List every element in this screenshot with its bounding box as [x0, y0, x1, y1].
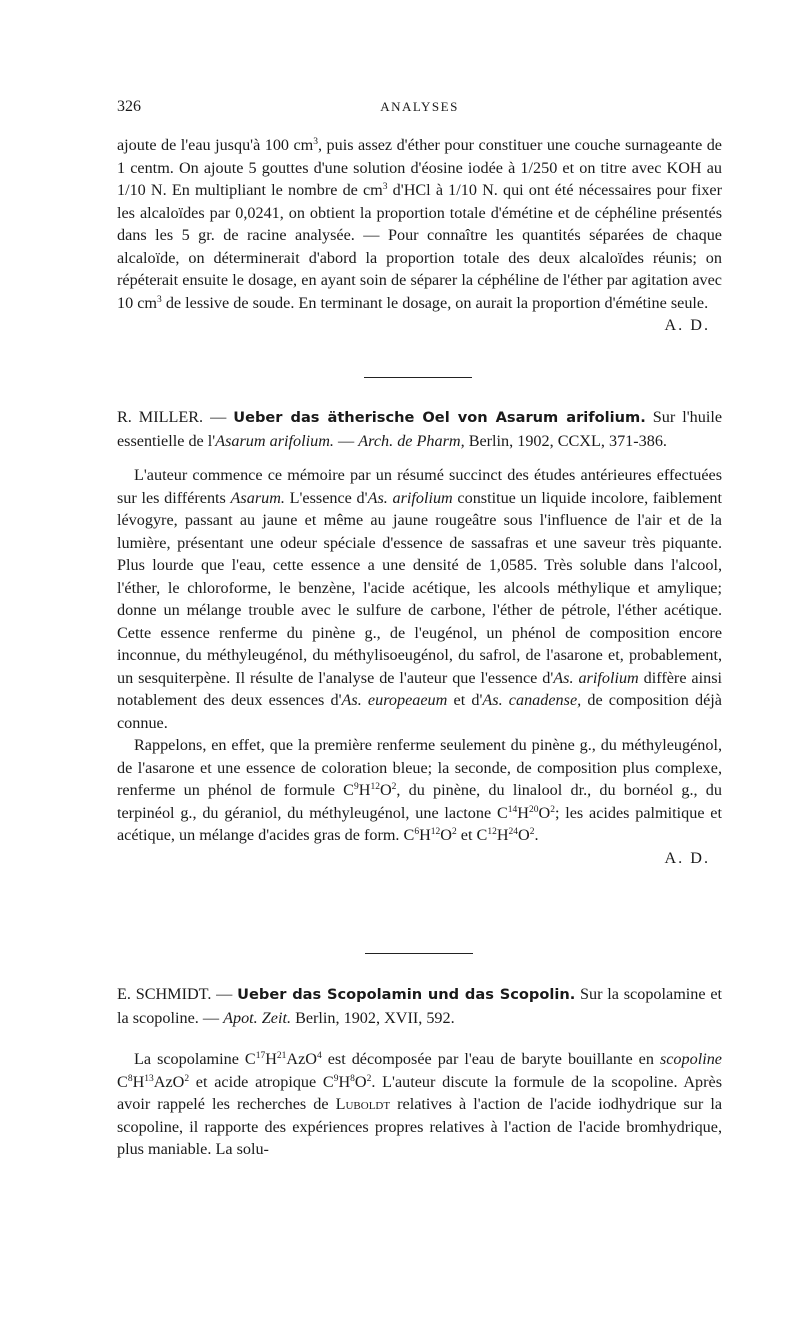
article-title-german: Ueber das ätherische Oel von Asarum arifolium. [233, 409, 646, 426]
section-divider [365, 953, 473, 954]
signature: A. D. [664, 316, 710, 334]
body-paragraph: L'auteur commence ce mémoire par un résumé succinct des études antérieures effectuées sur les différents Asarum. L'essence d'As. arifolium constitue un liquide incolore, faiblement lévogyre, passant au jaune et même au jaune rougeâtre sous l'influence de l'air et de la lumière, présentant une odeur spéciale d'essence de sassafras et une saveur très piquante. Plus lourde que l'eau, cette essence a une densité de 1,0585. Très soluble dans l'alcool, l'éther, le chloroforme, le benzène, l'acide acétique, les alcools méthylique et amylique; donne un mélange trouble avec le sulfure de carbone, l'éther de pétrole, l'éther acétique. Cette essence renferme du pinène g., de l'eugénol, un phénol de composition encore inconnue, du méthyleugénol, du méthylisoeugénol, du safrol, de l'asarone et, probablement, un sesquiterpène. Il résulte de l'analyse de l'auteur que l'essence d'As. arifolium diffère ainsi notablement des deux essences d'As. europeaeum et d'As. canadense, de composition déjà connue. [117, 466, 723, 732]
article-heading: R. MILLER. — Ueber das ätherische Oel von Asarum arifolium. Sur l'huile essentielle de l'Asarum arifolium. — Arch. de Pharm, Berlin, 1902, CCXL, 371-386. [117, 408, 722, 450]
intro-block [117, 134, 722, 337]
signature: A. D. [664, 848, 710, 867]
running-head: ANALYSES [380, 99, 459, 114]
body-paragraph: Rappelons, en effet, que la première renferme seulement du pinène g., du méthyleugénol, de l'asarone et une essence de coloration bleue; la seconde, de composition plus complexe, renferme un phénol de formule $C^9H^{12}O^2$, du pinène, du linalool dr., du bornéol g., du terpinéol g., du géraniol, du méthyleugénol, une lactone $C^{14}H^{20}O^2$; les acides palmitique et acétique, un mélange d'acides gras de form. $C^6H^{12}O^2$ et $C^{12}H^{24}O^2$. [117, 736, 722, 844]
article-heading: E. SCHMIDT. — Ueber das Scopolamin und das Scopolin. Sur la scopolamine et la scopoline. — Apot. Zeit. Berlin, 1902, XVII, 592. [117, 985, 723, 1027]
journal-name: Apot. Zeit. [223, 1008, 292, 1027]
article-author: R. MILLER. [117, 408, 204, 426]
section-divider [364, 377, 472, 378]
body-paragraph: La scopolamine $C^{17}H^{21}AzO^4$ est décomposée par l'eau de baryte bouillante en scopoline $C^8H^{13}AzO^2$ et acide atropique $C^9H^8O^2$. L'auteur discute la formule de la scopoline. Après avoir rappelé les recherches de Luboldt relatives à l'action de l'acide iodhydrique sur la scopoline, il rapporte des expériences propres relatives à l'action de l'acide bromhydrique, plus maniable. La solu- [117, 1050, 722, 1158]
page-header [117, 98, 722, 120]
article-schmidt [117, 983, 722, 1161]
page-number: 326 [117, 98, 141, 115]
article-title-german: Ueber das Scopolamin und das Scopolin. [237, 986, 576, 1003]
article-miller [117, 406, 722, 869]
intro-paragraph: ajoute de l'eau jusqu'à 100 $cm^3$, puis assez d'éther pour constituer une couche surnageante de 1 centm. On ajoute 5 gouttes d'une solution d'éosine iodée à 1/250 et on titre avec KOH au 1/10 N. En multipliant le nombre de $cm^3$ d'HCl à 1/10 N. qui ont été nécessaires pour fixer les alcaloïdes par 0,0241, on obtient la proportion totale d'émétine et de céphéline présentés dans les 5 gr. de racine analysée. — Pour connaître les quantités séparées de chaque alcaloïde, on déterminerait d'abord la proportion totale des deux alcaloïdes réunis; on répéterait ensuite le dosage, en ayant soin de séparer la céphéline de l'éther par agitation avec 10 $cm^3$ de lessive de soude. En terminant le dosage, on aurait la proportion d'émétine seule. [117, 136, 722, 312]
article-author: E. SCHMIDT. [117, 985, 212, 1003]
journal-name: Arch. de Pharm, [358, 431, 465, 450]
